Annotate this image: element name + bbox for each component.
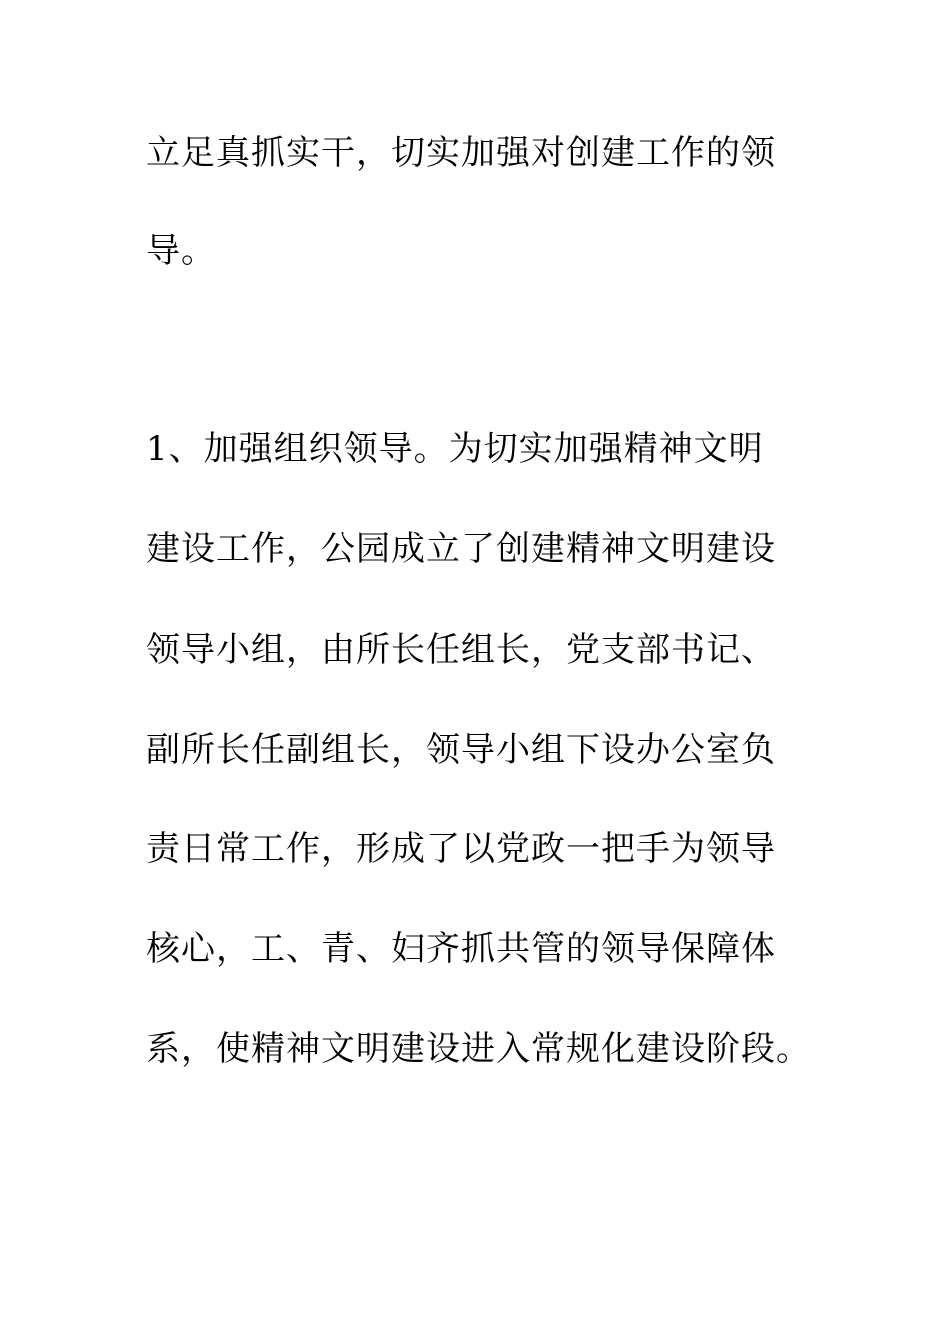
paragraph-2-line-1: 1、加强组织领导。为切实加强精神文明 bbox=[146, 429, 764, 469]
paragraph-2-line-3: 领导小组，由所长任组长，党支部书记、 bbox=[146, 630, 776, 670]
paragraph-2-line-5: 责日常工作，形成了以党政一把手为领导 bbox=[146, 829, 776, 869]
paragraph-2-line-7: 系，使精神文明建设进入常规化建设阶段。 bbox=[146, 1029, 811, 1069]
paragraph-1-line-2: 导。 bbox=[146, 231, 216, 271]
paragraph-2-line-4: 副所长任副组长，领导小组下设办公室负 bbox=[146, 730, 776, 770]
paragraph-2-line-2: 建设工作，公园成立了创建精神文明建设 bbox=[146, 529, 776, 569]
paragraph-1-line-1: 立足真抓实干，切实加强对创建工作的领 bbox=[146, 133, 776, 173]
paragraph-2-line-6: 核心，工、青、妇齐抓共管的领导保障体 bbox=[146, 929, 776, 969]
